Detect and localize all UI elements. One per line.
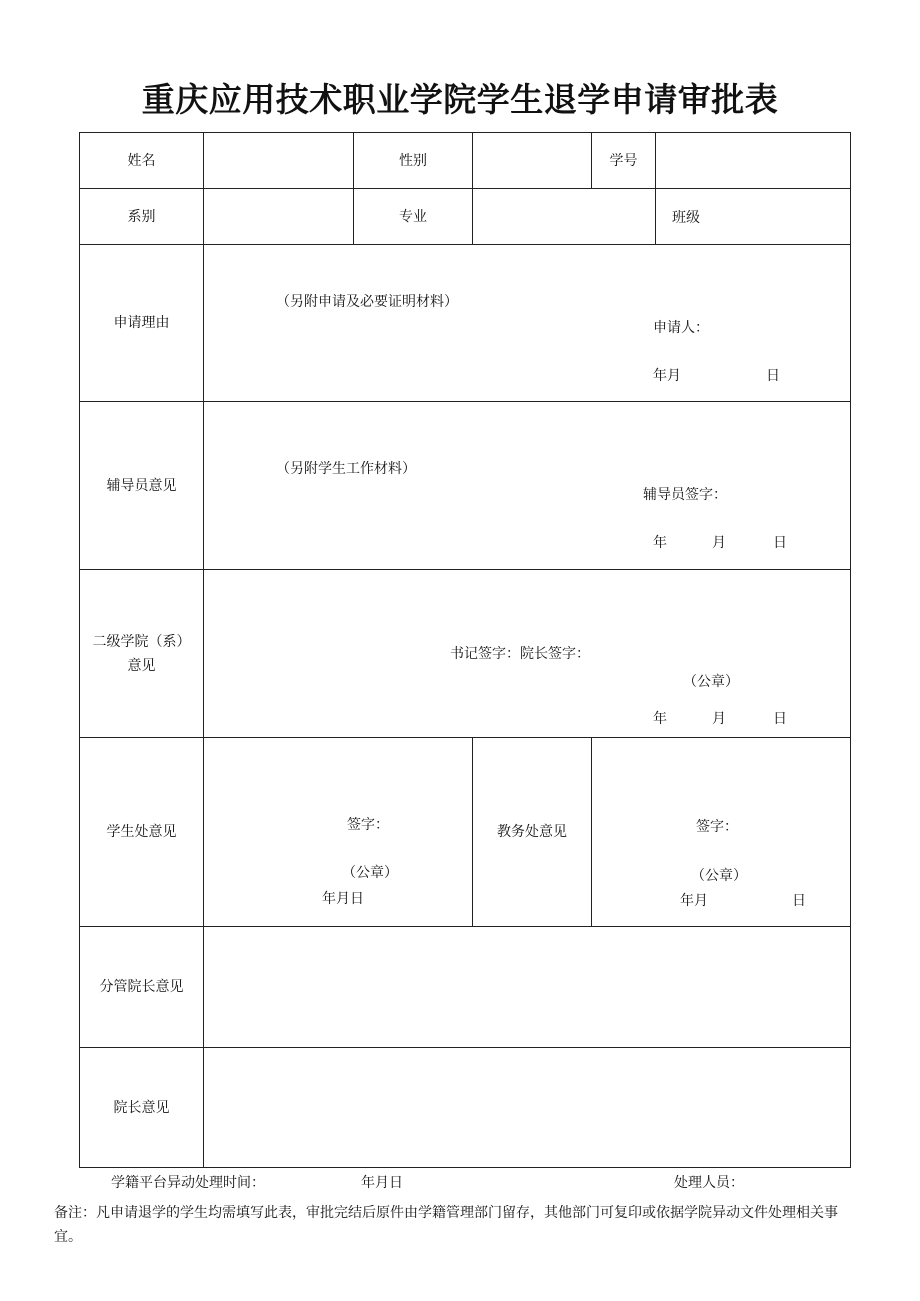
platform-time-label: 学籍平台异动处理时间： <box>111 1175 265 1191</box>
college-seal: （公章） <box>683 674 739 690</box>
student-affairs-sign-label: 签字： <box>347 817 389 833</box>
academic-affairs-date-d: 日 <box>792 893 806 909</box>
gender-label: 性别 <box>354 133 473 189</box>
college-sign-label: 书记签字：院长签字： <box>450 646 590 662</box>
president-field[interactable] <box>204 1048 851 1168</box>
counselor-hint: （另附学生工作材料） <box>276 461 416 477</box>
vice-president-label: 分管院长意见 <box>80 927 204 1048</box>
department-label: 系别 <box>80 189 204 245</box>
row-basic-info-2 <box>80 189 851 245</box>
reason-label: 申请理由 <box>80 245 204 402</box>
reason-hint: （另附申请及必要证明材料） <box>276 294 458 310</box>
academic-affairs-sign-label: 签字： <box>696 819 738 835</box>
handler-label: 处理人员： <box>674 1175 744 1191</box>
application-form-table <box>79 132 851 1168</box>
counselor-opinion-field[interactable] <box>204 402 851 570</box>
row-basic-info-1 <box>80 133 851 189</box>
student-id-field[interactable] <box>656 133 851 189</box>
college-date-month: 月 <box>712 711 726 727</box>
vice-president-field[interactable] <box>204 927 851 1048</box>
gender-field[interactable] <box>473 133 592 189</box>
row-college <box>80 570 851 738</box>
row-president <box>80 1048 851 1168</box>
major-label: 专业 <box>354 189 473 245</box>
platform-date: 年月日 <box>361 1175 403 1191</box>
student-affairs-date: 年月日 <box>322 891 364 907</box>
president-label: 院长意见 <box>80 1048 204 1168</box>
academic-affairs-field[interactable] <box>592 738 851 927</box>
department-field[interactable] <box>204 189 354 245</box>
student-affairs-label: 学生处意见 <box>80 738 204 927</box>
student-affairs-field[interactable] <box>204 738 473 927</box>
college-date-day: 日 <box>773 711 787 727</box>
counselor-date-day: 日 <box>773 535 787 551</box>
row-counselor <box>80 402 851 570</box>
student-affairs-seal: （公章） <box>342 865 398 881</box>
college-date-year: 年 <box>653 711 667 727</box>
counselor-opinion-label: 辅导员意见 <box>80 402 204 570</box>
academic-affairs-seal: （公章） <box>691 868 747 884</box>
college-opinion-field[interactable] <box>204 570 851 738</box>
academic-affairs-label: 教务处意见 <box>473 738 592 927</box>
row-affairs <box>80 738 851 927</box>
name-label: 姓名 <box>80 133 204 189</box>
row-vice-president <box>80 927 851 1048</box>
major-field[interactable] <box>473 189 656 245</box>
academic-affairs-date-ym: 年月 <box>680 893 708 909</box>
form-title: 重庆应用技术职业学院学生退学申请审批表 <box>141 80 779 119</box>
remarks-note: 备注：凡申请退学的学生均需填写此表，审批完结后原件由学籍管理部门留存，其他部门可复印或依据学院异动文件处理相关事宜。 <box>54 1205 838 1245</box>
reason-field[interactable] <box>204 245 851 402</box>
college-opinion-label <box>80 570 204 738</box>
counselor-date-month: 月 <box>712 535 726 551</box>
reason-date-ym: 年月 <box>653 368 681 384</box>
college-label-line2: 意见 <box>127 657 156 674</box>
college-label-line1: 二级学院（系） <box>92 633 191 650</box>
applicant-sign-label: 申请人： <box>653 320 709 336</box>
class-label: 班级 <box>672 210 700 226</box>
counselor-sign-label: 辅导员签字： <box>643 487 727 503</box>
student-id-label: 学号 <box>592 133 656 189</box>
class-cell[interactable] <box>656 189 851 245</box>
reason-date-d: 日 <box>766 368 780 384</box>
name-field[interactable] <box>204 133 354 189</box>
row-reason <box>80 245 851 402</box>
counselor-date-year: 年 <box>653 535 667 551</box>
